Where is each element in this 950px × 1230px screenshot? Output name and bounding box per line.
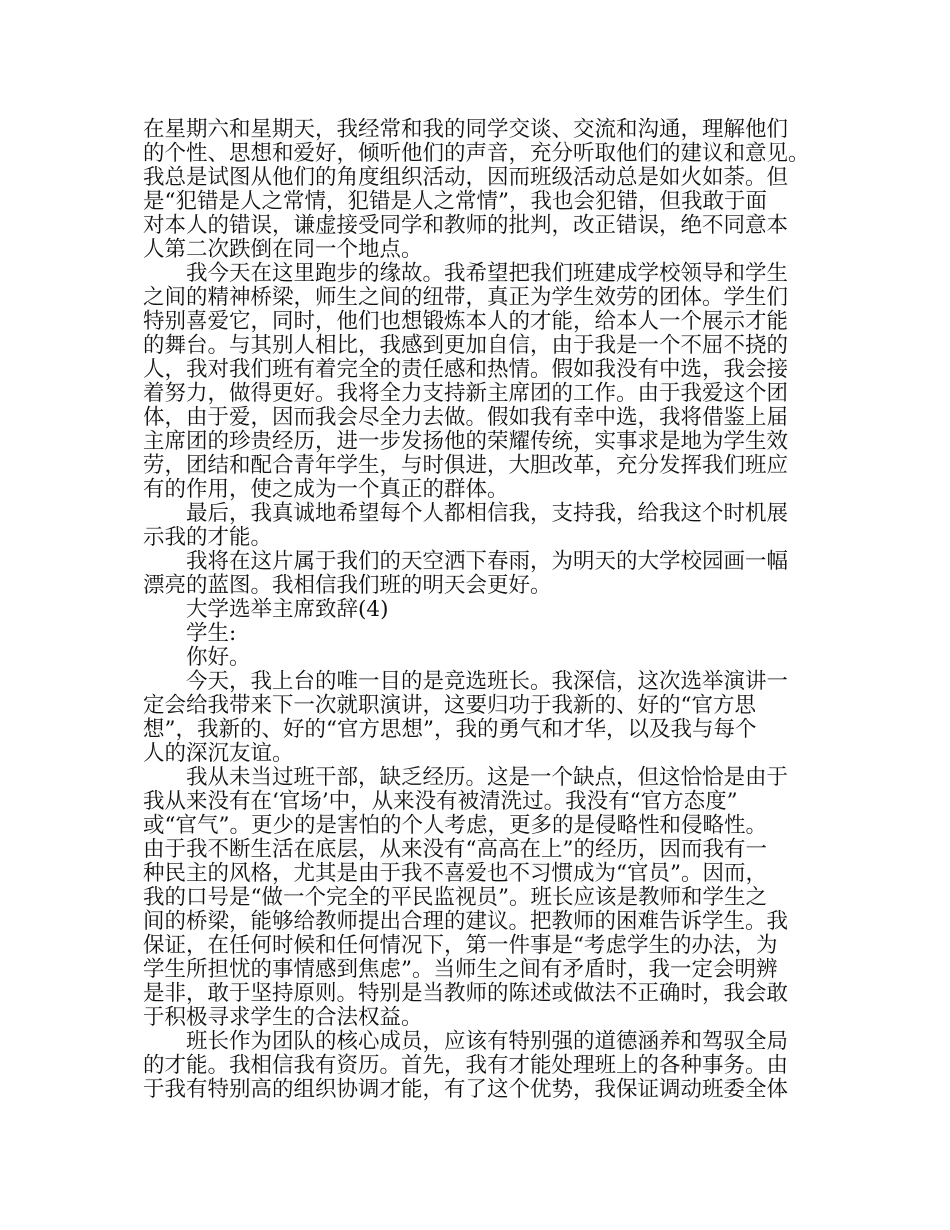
text-line: 着努力，做得更好。我将全力支持新主席团的工作。由于我爱这个团 (143, 381, 789, 406)
text-line: 我今天在这里跑步的缘故。我希望把我们班建成学校领导和学生 (186, 261, 789, 286)
text-line: 的舞台。与其别人相比，我感到更加自信，由于我是一个不屈不挠的 (143, 333, 789, 358)
text-line: 的才能。我相信我有资历。首先，我有才能处理班上的各种事务。由 (143, 1053, 789, 1078)
text-line: 体，由于爱，因而我会尽全力去做。假如我有幸中选，我将借鉴上届 (143, 405, 789, 430)
text-line: 是非，敢于坚持原则。特别是当教师的陈述或做法不正确时，我会敢 (143, 981, 789, 1006)
text-line: 我从未当过班干部，缺乏经历。这是一个缺点，但这恰恰是由于 (186, 765, 789, 790)
text-line: 想”，我新的、好的“官方思想”，我的勇气和才华，以及我与每个 (143, 717, 757, 742)
text-line: 种民主的风格，尤其是由于我不喜爱也不习惯成为“官员”。因而， (143, 861, 767, 886)
text-line: 保证，在任何时候和任何情况下，第一件事是“考虑学生的办法，为 (143, 933, 778, 958)
text-line: 班长作为团队的核心成员，应该有特别强的道德涵养和驾驭全局 (186, 1029, 789, 1054)
text-line: 人的深沉友谊。 (143, 741, 294, 766)
text-line: 的个性、思想和爱好，倾听他们的声音，充分听取他们的建议和意见。 (143, 141, 810, 166)
document-body-text (143, 118, 823, 1102)
text-line: 对本人的错误，谦虚接受同学和教师的批判，改正错误，绝不同意本 (143, 213, 789, 238)
text-line: 主席团的珍贵经历，进一步发扬他的荣耀传统，实事求是地为学生效 (143, 429, 789, 454)
text-line: 人，我对我们班有着完全的责任感和热情。假如我没有中选，我会接 (143, 357, 789, 382)
text-line: 在星期六和星期天，我经常和我的同学交谈、交流和沟通，理解他们 (143, 117, 789, 142)
text-line: 间的桥梁，能够给教师提出合理的建议。把教师的困难告诉学生。我 (143, 909, 789, 934)
text-line: 我从来没有在‘官场’中，从来没有被清洗过。我没有“官方态度” (143, 789, 738, 814)
text-line: 之间的精神桥梁，师生之间的纽带，真正为学生效劳的团体。学生们 (143, 285, 789, 310)
text-line: 特别喜爱它，同时，他们也想锻炼本人的才能，给本人一个展示才能 (143, 309, 789, 334)
text-line: 是“犯错是人之常情，犯错是人之常情”，我也会犯错，但我敢于面 (143, 189, 767, 214)
text-line: 定会给我带来下一次就职演讲，这要归功于我新的、好的“官方思 (143, 693, 756, 718)
text-line: 示我的才能。 (143, 525, 273, 550)
text-line: 漂亮的蓝图。我相信我们班的明天会更好。 (143, 573, 552, 598)
text-line: 大学选举主席致辞(4) (186, 597, 389, 622)
text-line: 学生: (186, 621, 237, 646)
text-line: 我总是试图从他们的角度组织活动，因而班级活动总是如火如荼。但 (143, 165, 789, 190)
text-line: 你好。 (186, 645, 251, 670)
text-line: 由于我不断生活在底层，从来没有“高高在上”的经历，因而我有一 (143, 837, 767, 862)
text-line: 最后，我真诚地希望每个人都相信我，支持我，给我这个时机展 (186, 501, 789, 526)
text-line: 人第二次跌倒在同一个地点。 (143, 237, 423, 262)
text-line: 或“官气”。更少的是害怕的个人考虑，更多的是侵略性和侵略性。 (143, 813, 767, 838)
text-line: 学生所担忧的事情感到焦虑”。当师生之间有矛盾时，我一定会明辨 (143, 957, 778, 982)
text-line: 于我有特别高的组织协调才能，有了这个优势，我保证调动班委全体 (143, 1077, 789, 1102)
text-line: 劳，团结和配合青年学生，与时俱进，大胆改革，充分发挥我们班应 (143, 453, 789, 478)
text-line: 有的作用，使之成为一个真正的群体。 (143, 477, 509, 502)
text-line: 今天，我上台的唯一目的是竞选班长。我深信，这次选举演讲一 (186, 669, 789, 694)
text-line: 我将在这片属于我们的天空洒下春雨，为明天的大学校园画一幅 (186, 549, 789, 574)
text-line: 我的口号是“做一个完全的平民监视员”。班长应该是教师和学生之 (143, 885, 767, 910)
text-line: 于积极寻求学生的合法权益。 (143, 1005, 423, 1030)
